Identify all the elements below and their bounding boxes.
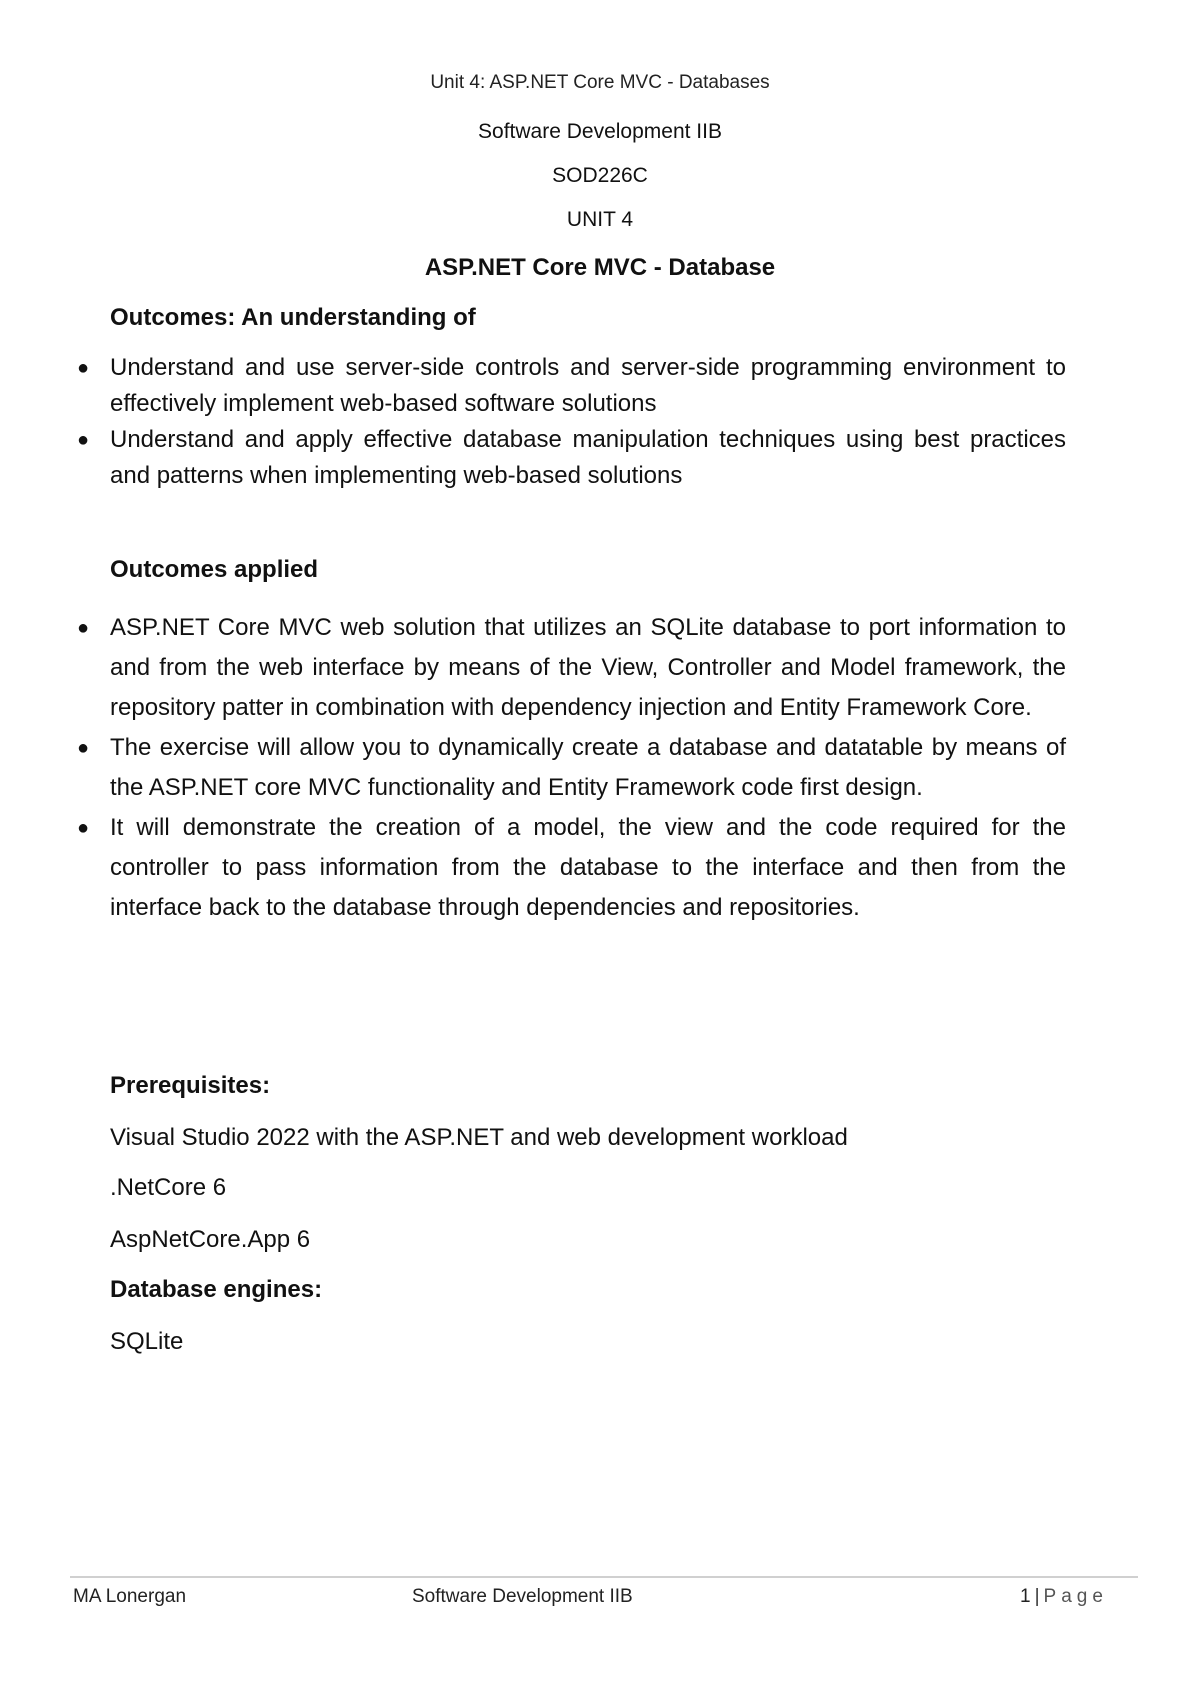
list-item: ● Understand and apply effective database manipulation techniques using best practices and patterns when implementing web-based solutions bbox=[110, 422, 1066, 494]
page-separator: | bbox=[1034, 1586, 1040, 1607]
list-item: ● It will demonstrate the creation of a model, the view and the code required for the controller to pass information from the database to the interface and then from the interface back to the database through dependencies and repositories. bbox=[110, 808, 1066, 928]
outcomes-applied-list bbox=[77, 608, 1066, 928]
database-engines-heading: Database engines: bbox=[110, 1276, 323, 1303]
course-name: Software Development IIB bbox=[478, 120, 722, 143]
prerequisites-heading: Prerequisites: bbox=[110, 1072, 271, 1099]
footer-course: Software Development IIB bbox=[412, 1586, 633, 1607]
running-header: Unit 4: ASP.NET Core MVC - Databases bbox=[430, 72, 770, 93]
page-label: Page bbox=[1043, 1586, 1108, 1607]
bullet-icon: ● bbox=[77, 429, 90, 451]
prerequisite-item: AspNetCore.App 6 bbox=[110, 1226, 311, 1253]
bullet-icon: ● bbox=[77, 817, 90, 839]
document-title: ASP.NET Core MVC - Database bbox=[424, 254, 776, 281]
bullet-icon: ● bbox=[77, 737, 90, 759]
prerequisite-item: .NetCore 6 bbox=[110, 1174, 227, 1201]
list-item: ● The exercise will allow you to dynamically create a database and datatable by means of the ASP.NET core MVC functionality and Entity Framework code first design. bbox=[110, 728, 1066, 808]
list-item: ● ASP.NET Core MVC web solution that utilizes an SQLite database to port information to and from the web interface by means of the View, Controller and Model framework, the repository patter in combination with dependency injection and Entity Framework Core. bbox=[110, 608, 1066, 728]
outcomes-list bbox=[77, 350, 1066, 494]
footer-page-number bbox=[1020, 1586, 1108, 1608]
list-item: ● Understand and use server-side controls and server-side programming environment to effectively implement web-based software solutions bbox=[110, 350, 1066, 422]
bullet-icon: ● bbox=[77, 617, 90, 639]
bullet-icon: ● bbox=[77, 357, 90, 379]
outcomes-applied-heading: Outcomes applied bbox=[110, 556, 319, 583]
course-code: SOD226C bbox=[552, 164, 648, 187]
database-engine-item: SQLite bbox=[110, 1328, 184, 1355]
page-number: 1 bbox=[1020, 1586, 1031, 1607]
unit-label: UNIT 4 bbox=[566, 208, 634, 231]
footer-author: MA Lonergan bbox=[73, 1586, 187, 1607]
footer-divider bbox=[70, 1576, 1138, 1578]
prerequisite-item: Visual Studio 2022 with the ASP.NET and web development workload bbox=[110, 1124, 848, 1151]
outcomes-heading: Outcomes: An understanding of bbox=[110, 304, 476, 331]
